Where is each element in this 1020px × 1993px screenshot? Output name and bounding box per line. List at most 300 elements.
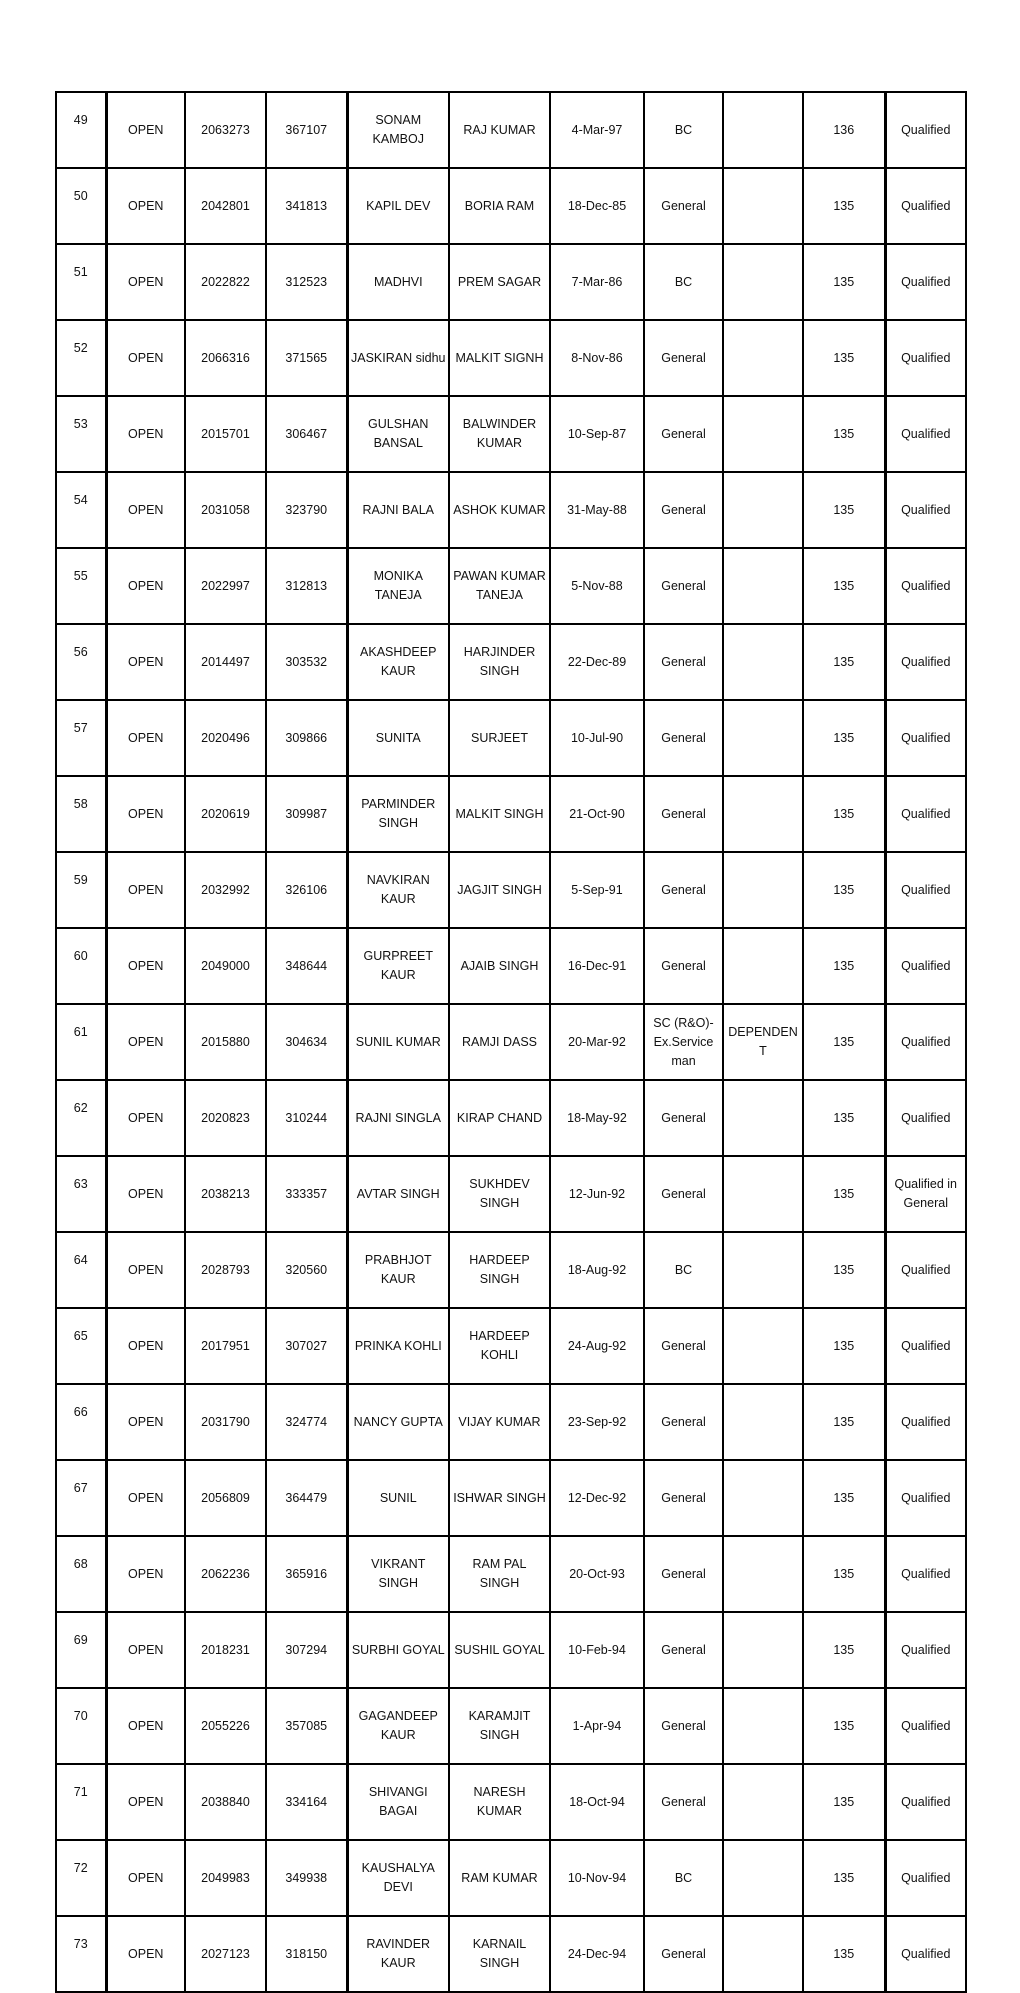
serial-number-cell: 59 [56,852,106,928]
caste-category-cell: General [644,700,723,776]
caste-category-cell: General [644,168,723,244]
father-name-cell: RAM PAL SINGH [449,1536,550,1612]
registration-number-cell: 365916 [266,1536,347,1612]
table-row [56,1232,966,1308]
category-cell: OPEN [106,1156,185,1232]
marks-cell: 135 [803,1232,885,1308]
marks-cell: 135 [803,1460,885,1536]
category-cell: OPEN [106,852,185,928]
marks-cell: 135 [803,1688,885,1764]
caste-category-cell: General [644,1536,723,1612]
candidate-name-cell: MADHVI [347,244,449,320]
serial-number-cell: 56 [56,624,106,700]
marks-cell: 135 [803,1308,885,1384]
sub-category-cell [723,1384,803,1460]
marks-cell: 135 [803,1384,885,1460]
caste-category-cell: SC (R&O)-Ex.Service man [644,1004,723,1080]
roll-number-cell: 2028793 [185,1232,266,1308]
marks-cell: 135 [803,244,885,320]
date-of-birth-cell: 5-Nov-88 [550,548,644,624]
father-name-cell: VIJAY KUMAR [449,1384,550,1460]
caste-category-cell: BC [644,1840,723,1916]
caste-category-cell: BC [644,92,723,168]
candidate-name-cell: KAUSHALYA DEVI [347,1840,449,1916]
category-cell: OPEN [106,1460,185,1536]
roll-number-cell: 2027123 [185,1916,266,1992]
category-cell: OPEN [106,92,185,168]
date-of-birth-cell: 10-Feb-94 [550,1612,644,1688]
table-row [56,1080,966,1156]
serial-number-cell: 71 [56,1764,106,1840]
father-name-cell: HARDEEP SINGH [449,1232,550,1308]
candidate-name-cell: KAPIL DEV [347,168,449,244]
candidate-name-cell: SUNITA [347,700,449,776]
roll-number-cell: 2020496 [185,700,266,776]
marks-cell: 135 [803,1916,885,1992]
category-cell: OPEN [106,244,185,320]
caste-category-cell: General [644,472,723,548]
caste-category-cell: General [644,776,723,852]
roll-number-cell: 2015701 [185,396,266,472]
registration-number-cell: 312813 [266,548,347,624]
category-cell: OPEN [106,1612,185,1688]
result-status-cell: Qualified [885,1916,966,1992]
candidate-name-cell: SUNIL [347,1460,449,1536]
father-name-cell: KARAMJIT SINGH [449,1688,550,1764]
registration-number-cell: 334164 [266,1764,347,1840]
candidate-name-cell: RAJNI SINGLA [347,1080,449,1156]
serial-number-cell: 64 [56,1232,106,1308]
registration-number-cell: 349938 [266,1840,347,1916]
roll-number-cell: 2020619 [185,776,266,852]
marks-cell: 135 [803,168,885,244]
father-name-cell: MALKIT SIGNH [449,320,550,396]
date-of-birth-cell: 24-Aug-92 [550,1308,644,1384]
sub-category-cell: DEPENDENT [723,1004,803,1080]
table-row [56,244,966,320]
sub-category-cell [723,1916,803,1992]
sub-category-cell [723,92,803,168]
serial-number-cell: 66 [56,1384,106,1460]
roll-number-cell: 2031058 [185,472,266,548]
table-row [56,1384,966,1460]
candidate-name-cell: MONIKA TANEJA [347,548,449,624]
sub-category-cell [723,244,803,320]
date-of-birth-cell: 23-Sep-92 [550,1384,644,1460]
father-name-cell: BALWINDER KUMAR [449,396,550,472]
marks-cell: 135 [803,1156,885,1232]
marks-cell: 135 [803,1612,885,1688]
registration-number-cell: 326106 [266,852,347,928]
serial-number-cell: 53 [56,396,106,472]
candidate-name-cell: GURPREET KAUR [347,928,449,1004]
table-row [56,1460,966,1536]
table-row [56,852,966,928]
category-cell: OPEN [106,624,185,700]
table-row [56,1688,966,1764]
category-cell: OPEN [106,168,185,244]
registration-number-cell: 348644 [266,928,347,1004]
date-of-birth-cell: 24-Dec-94 [550,1916,644,1992]
result-status-cell: Qualified [885,852,966,928]
sub-category-cell [723,928,803,1004]
date-of-birth-cell: 31-May-88 [550,472,644,548]
roll-number-cell: 2015880 [185,1004,266,1080]
marks-cell: 135 [803,1536,885,1612]
category-cell: OPEN [106,1916,185,1992]
serial-number-cell: 63 [56,1156,106,1232]
father-name-cell: RAMJI DASS [449,1004,550,1080]
caste-category-cell: General [644,1308,723,1384]
serial-number-cell: 55 [56,548,106,624]
candidate-name-cell: RAVINDER KAUR [347,1916,449,1992]
serial-number-cell: 58 [56,776,106,852]
caste-category-cell: General [644,1384,723,1460]
candidate-name-cell: NAVKIRAN KAUR [347,852,449,928]
category-cell: OPEN [106,472,185,548]
table-row [56,320,966,396]
registration-number-cell: 304634 [266,1004,347,1080]
table-row [56,1308,966,1384]
father-name-cell: ISHWAR SINGH [449,1460,550,1536]
category-cell: OPEN [106,1688,185,1764]
registration-number-cell: 333357 [266,1156,347,1232]
roll-number-cell: 2063273 [185,92,266,168]
roll-number-cell: 2042801 [185,168,266,244]
father-name-cell: RAJ KUMAR [449,92,550,168]
registration-number-cell: 320560 [266,1232,347,1308]
father-name-cell: PREM SAGAR [449,244,550,320]
registration-number-cell: 306467 [266,396,347,472]
sub-category-cell [723,776,803,852]
category-cell: OPEN [106,1080,185,1156]
sub-category-cell [723,1308,803,1384]
table-row [56,1536,966,1612]
father-name-cell: ASHOK KUMAR [449,472,550,548]
registration-number-cell: 307294 [266,1612,347,1688]
serial-number-cell: 49 [56,92,106,168]
date-of-birth-cell: 10-Nov-94 [550,1840,644,1916]
table-row [56,1004,966,1080]
marks-cell: 135 [803,548,885,624]
date-of-birth-cell: 1-Apr-94 [550,1688,644,1764]
category-cell: OPEN [106,1764,185,1840]
registration-number-cell: 367107 [266,92,347,168]
result-status-cell: Qualified [885,1536,966,1612]
father-name-cell: NARESH KUMAR [449,1764,550,1840]
date-of-birth-cell: 20-Oct-93 [550,1536,644,1612]
roll-number-cell: 2062236 [185,1536,266,1612]
category-cell: OPEN [106,1232,185,1308]
marks-cell: 136 [803,92,885,168]
marks-cell: 135 [803,776,885,852]
marks-cell: 135 [803,700,885,776]
father-name-cell: HARJINDER SINGH [449,624,550,700]
date-of-birth-cell: 12-Jun-92 [550,1156,644,1232]
registration-number-cell: 303532 [266,624,347,700]
sub-category-cell [723,320,803,396]
sub-category-cell [723,700,803,776]
serial-number-cell: 73 [56,1916,106,1992]
candidate-name-cell: NANCY GUPTA [347,1384,449,1460]
date-of-birth-cell: 18-Dec-85 [550,168,644,244]
caste-category-cell: General [644,852,723,928]
registration-number-cell: 324774 [266,1384,347,1460]
father-name-cell: HARDEEP KOHLI [449,1308,550,1384]
father-name-cell: SURJEET [449,700,550,776]
table-row [56,1156,966,1232]
date-of-birth-cell: 8-Nov-86 [550,320,644,396]
sub-category-cell [723,168,803,244]
registration-number-cell: 310244 [266,1080,347,1156]
result-status-cell: Qualified [885,1840,966,1916]
father-name-cell: KARNAIL SINGH [449,1916,550,1992]
table-row [56,928,966,1004]
category-cell: OPEN [106,548,185,624]
caste-category-cell: General [644,320,723,396]
father-name-cell: RAM KUMAR [449,1840,550,1916]
caste-category-cell: General [644,1156,723,1232]
roll-number-cell: 2032992 [185,852,266,928]
father-name-cell: AJAIB SINGH [449,928,550,1004]
serial-number-cell: 69 [56,1612,106,1688]
roll-number-cell: 2066316 [185,320,266,396]
caste-category-cell: BC [644,1232,723,1308]
father-name-cell: BORIA RAM [449,168,550,244]
result-status-cell: Qualified [885,548,966,624]
caste-category-cell: General [644,396,723,472]
candidate-name-cell: PRABHJOT KAUR [347,1232,449,1308]
table-row [56,624,966,700]
sub-category-cell [723,1688,803,1764]
result-status-cell: Qualified [885,1460,966,1536]
caste-category-cell: General [644,1612,723,1688]
date-of-birth-cell: 10-Jul-90 [550,700,644,776]
category-cell: OPEN [106,1004,185,1080]
result-status-cell: Qualified [885,244,966,320]
registration-number-cell: 364479 [266,1460,347,1536]
sub-category-cell [723,1232,803,1308]
candidate-name-cell: SUNIL KUMAR [347,1004,449,1080]
serial-number-cell: 68 [56,1536,106,1612]
registration-number-cell: 323790 [266,472,347,548]
results-table-body [56,92,966,1992]
serial-number-cell: 52 [56,320,106,396]
candidate-name-cell: GAGANDEEP KAUR [347,1688,449,1764]
serial-number-cell: 60 [56,928,106,1004]
candidate-name-cell: SONAM KAMBOJ [347,92,449,168]
marks-cell: 135 [803,1764,885,1840]
serial-number-cell: 72 [56,1840,106,1916]
roll-number-cell: 2049000 [185,928,266,1004]
serial-number-cell: 65 [56,1308,106,1384]
sub-category-cell [723,1080,803,1156]
father-name-cell: MALKIT SINGH [449,776,550,852]
category-cell: OPEN [106,1308,185,1384]
table-row [56,168,966,244]
result-status-cell: Qualified [885,1764,966,1840]
sub-category-cell [723,852,803,928]
caste-category-cell: General [644,1688,723,1764]
roll-number-cell: 2055226 [185,1688,266,1764]
marks-cell: 135 [803,928,885,1004]
result-status-cell: Qualified [885,168,966,244]
registration-number-cell: 371565 [266,320,347,396]
result-status-cell: Qualified [885,1384,966,1460]
result-status-cell: Qualified [885,928,966,1004]
marks-cell: 135 [803,1840,885,1916]
sub-category-cell [723,548,803,624]
serial-number-cell: 54 [56,472,106,548]
caste-category-cell: General [644,1460,723,1536]
roll-number-cell: 2018231 [185,1612,266,1688]
candidate-name-cell: AKASHDEEP KAUR [347,624,449,700]
date-of-birth-cell: 18-May-92 [550,1080,644,1156]
sub-category-cell [723,1536,803,1612]
caste-category-cell: General [644,1916,723,1992]
table-row [56,700,966,776]
date-of-birth-cell: 10-Sep-87 [550,396,644,472]
category-cell: OPEN [106,320,185,396]
registration-number-cell: 318150 [266,1916,347,1992]
date-of-birth-cell: 12-Dec-92 [550,1460,644,1536]
registration-number-cell: 312523 [266,244,347,320]
table-row [56,1916,966,1992]
father-name-cell: JAGJIT SINGH [449,852,550,928]
date-of-birth-cell: 7-Mar-86 [550,244,644,320]
marks-cell: 135 [803,852,885,928]
date-of-birth-cell: 18-Oct-94 [550,1764,644,1840]
sub-category-cell [723,1840,803,1916]
candidate-name-cell: RAJNI BALA [347,472,449,548]
result-status-cell: Qualified [885,1612,966,1688]
caste-category-cell: General [644,1764,723,1840]
candidate-name-cell: JASKIRAN sidhu [347,320,449,396]
roll-number-cell: 2020823 [185,1080,266,1156]
result-status-cell: Qualified [885,1232,966,1308]
table-row [56,396,966,472]
date-of-birth-cell: 18-Aug-92 [550,1232,644,1308]
category-cell: OPEN [106,928,185,1004]
result-status-cell: Qualified [885,472,966,548]
father-name-cell: KIRAP CHAND [449,1080,550,1156]
sub-category-cell [723,1460,803,1536]
registration-number-cell: 307027 [266,1308,347,1384]
table-row [56,776,966,852]
roll-number-cell: 2038840 [185,1764,266,1840]
category-cell: OPEN [106,1384,185,1460]
category-cell: OPEN [106,1536,185,1612]
caste-category-cell: BC [644,244,723,320]
serial-number-cell: 70 [56,1688,106,1764]
table-row [56,1764,966,1840]
roll-number-cell: 2017951 [185,1308,266,1384]
result-status-cell: Qualified [885,1004,966,1080]
sub-category-cell [723,1612,803,1688]
result-status-cell: Qualified [885,396,966,472]
roll-number-cell: 2056809 [185,1460,266,1536]
table-row [56,1612,966,1688]
registration-number-cell: 357085 [266,1688,347,1764]
table-row [56,548,966,624]
result-status-cell: Qualified [885,776,966,852]
roll-number-cell: 2031790 [185,1384,266,1460]
caste-category-cell: General [644,624,723,700]
table-row [56,92,966,168]
marks-cell: 135 [803,1004,885,1080]
date-of-birth-cell: 22-Dec-89 [550,624,644,700]
candidate-name-cell: SURBHI GOYAL [347,1612,449,1688]
roll-number-cell: 2038213 [185,1156,266,1232]
serial-number-cell: 61 [56,1004,106,1080]
candidate-name-cell: AVTAR SINGH [347,1156,449,1232]
serial-number-cell: 62 [56,1080,106,1156]
date-of-birth-cell: 16-Dec-91 [550,928,644,1004]
candidate-name-cell: PRINKA KOHLI [347,1308,449,1384]
serial-number-cell: 50 [56,168,106,244]
father-name-cell: PAWAN KUMAR TANEJA [449,548,550,624]
registration-number-cell: 309866 [266,700,347,776]
caste-category-cell: General [644,1080,723,1156]
result-status-cell: Qualified [885,624,966,700]
date-of-birth-cell: 21-Oct-90 [550,776,644,852]
candidate-name-cell: PARMINDER SINGH [347,776,449,852]
serial-number-cell: 67 [56,1460,106,1536]
category-cell: OPEN [106,1840,185,1916]
roll-number-cell: 2022997 [185,548,266,624]
sub-category-cell [723,472,803,548]
results-sheet [55,91,965,1993]
caste-category-cell: General [644,928,723,1004]
category-cell: OPEN [106,776,185,852]
result-status-cell: Qualified [885,1688,966,1764]
registration-number-cell: 341813 [266,168,347,244]
father-name-cell: SUKHDEV SINGH [449,1156,550,1232]
marks-cell: 135 [803,1080,885,1156]
candidate-name-cell: GULSHAN BANSAL [347,396,449,472]
result-status-cell: Qualified in General [885,1156,966,1232]
roll-number-cell: 2014497 [185,624,266,700]
father-name-cell: SUSHIL GOYAL [449,1612,550,1688]
caste-category-cell: General [644,548,723,624]
marks-cell: 135 [803,396,885,472]
serial-number-cell: 51 [56,244,106,320]
date-of-birth-cell: 4-Mar-97 [550,92,644,168]
result-status-cell: Qualified [885,92,966,168]
marks-cell: 135 [803,320,885,396]
result-status-cell: Qualified [885,1308,966,1384]
result-status-cell: Qualified [885,320,966,396]
result-status-cell: Qualified [885,700,966,776]
result-status-cell: Qualified [885,1080,966,1156]
date-of-birth-cell: 5-Sep-91 [550,852,644,928]
serial-number-cell: 57 [56,700,106,776]
candidate-name-cell: VIKRANT SINGH [347,1536,449,1612]
date-of-birth-cell: 20-Mar-92 [550,1004,644,1080]
table-row [56,1840,966,1916]
roll-number-cell: 2022822 [185,244,266,320]
candidate-name-cell: SHIVANGI BAGAI [347,1764,449,1840]
table-row [56,472,966,548]
sub-category-cell [723,1764,803,1840]
results-table [55,91,967,1993]
sub-category-cell [723,624,803,700]
sub-category-cell [723,396,803,472]
roll-number-cell: 2049983 [185,1840,266,1916]
sub-category-cell [723,1156,803,1232]
marks-cell: 135 [803,624,885,700]
registration-number-cell: 309987 [266,776,347,852]
